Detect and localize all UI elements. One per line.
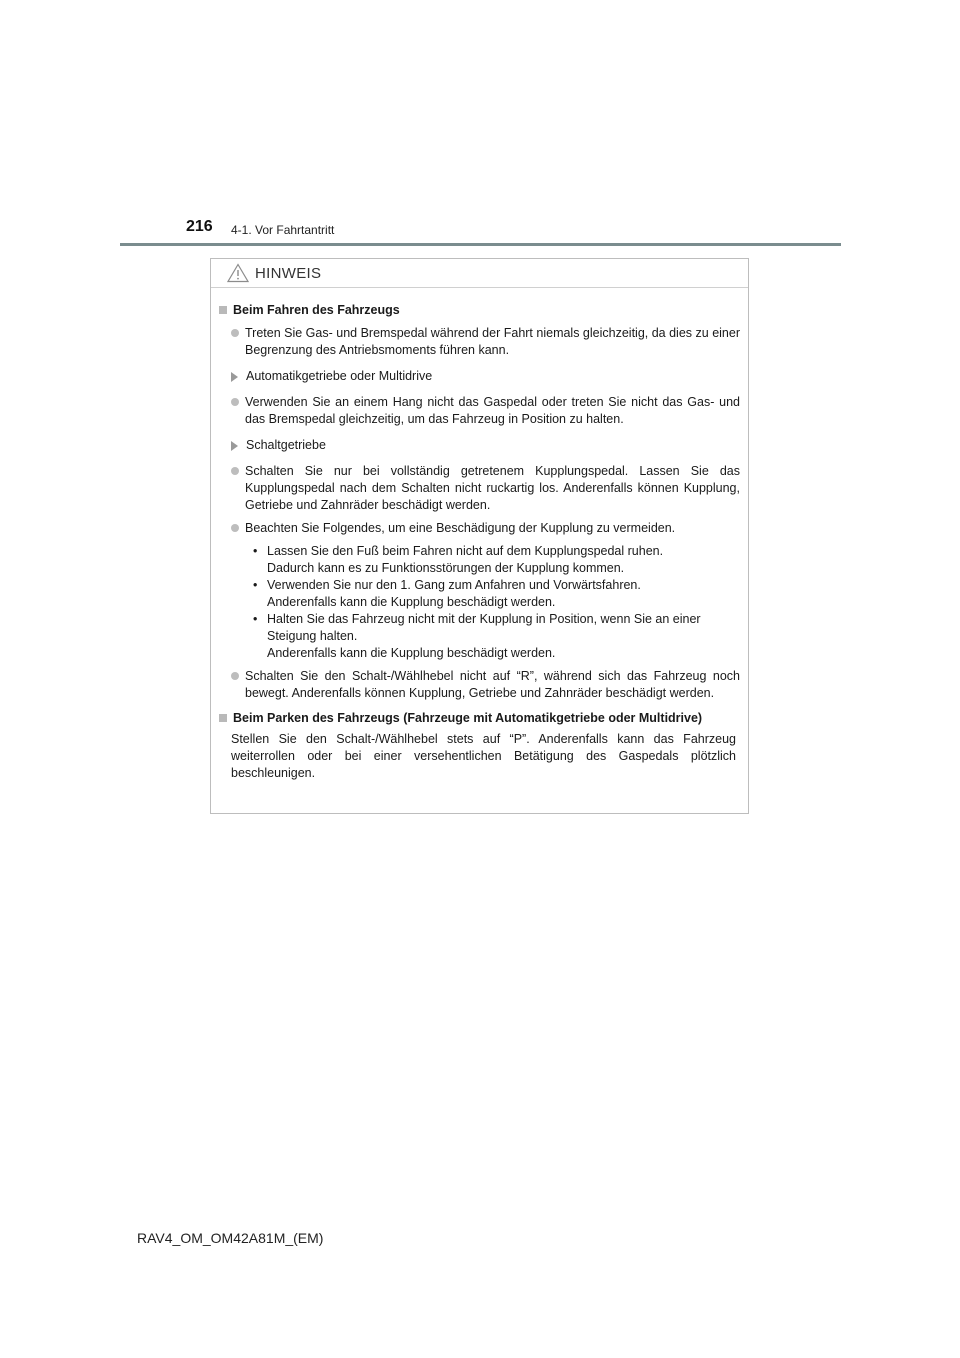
triangle-arrow-icon xyxy=(231,372,238,382)
clutch-bullet-list xyxy=(253,543,740,662)
circle-bullet-icon xyxy=(231,524,239,532)
list-item: Verwenden Sie an einem Hang nicht das Gaspedal oder treten Sie nicht das Gas- und das Bremspedal gleichzeitig, um das Fahrzeug in Position zu halten. xyxy=(231,394,740,428)
list-item: Schalten Sie nur bei vollständig getretenem Kupplungspedal. Lassen Sie das Kupplungspedal nach dem Schalten nicht ruckartig los. Anderenfalls können Kupplung, Getriebe und Zahnräder beschädigt werden. xyxy=(231,463,740,514)
circle-bullet-icon xyxy=(231,329,239,337)
section-heading-parking: Beim Parken des Fahrzeugs (Fahrzeuge mit Automatikgetriebe oder Multidrive) xyxy=(219,710,740,727)
square-bullet-icon xyxy=(219,714,227,722)
list-item: Treten Sie Gas- und Bremspedal während der Fahrt niemals gleichzeitig, da dies zu einer Begrenzung des Antriebsmoments führen kann. xyxy=(231,325,740,359)
header-rule xyxy=(120,243,841,246)
notice-box xyxy=(210,258,749,814)
notice-title: HINWEIS xyxy=(255,264,322,282)
bullet-item: • Verwenden Sie nur den 1. Gang zum Anfahren und Vorwärtsfahren. Anderenfalls kann die Kupplung beschädigt werden. xyxy=(253,578,641,609)
section-heading-driving: Beim Fahren des Fahrzeugs xyxy=(219,302,740,319)
notice-content xyxy=(211,288,748,782)
bullet-item: • Lassen Sie den Fuß beim Fahren nicht auf dem Kupplungspedal ruhen. Dadurch kann es zu Funktionsstörungen der Kupplung kommen. xyxy=(253,544,664,575)
document-code: RAV4_OM_OM42A81M_(EM) xyxy=(137,1230,324,1246)
circle-bullet-icon xyxy=(231,398,239,406)
list-item: Schalten Sie den Schalt-/Wählhebel nicht auf “R”, während sich das Fahrzeug noch bewegt. Anderenfalls können Kupplung, Getriebe und Zahnräder beschädigt werden. xyxy=(231,668,740,702)
section-title: 4-1. Vor Fahrtantritt xyxy=(231,223,335,237)
circle-bullet-icon xyxy=(231,672,239,680)
page-number: 216 xyxy=(186,218,213,235)
circle-bullet-icon xyxy=(231,467,239,475)
bullet-item: • Halten Sie das Fahrzeug nicht mit der Kupplung in Position, wenn Sie an einer Steigung halten. Anderenfalls kann die Kupplung beschädigt werden. xyxy=(253,612,701,660)
list-item: Beachten Sie Folgendes, um eine Beschädigung der Kupplung zu vermeiden. xyxy=(231,520,740,537)
notice-header xyxy=(211,259,748,288)
triangle-arrow-icon xyxy=(231,441,238,451)
square-bullet-icon xyxy=(219,306,227,314)
subheading-automatic: Automatikgetriebe oder Multidrive xyxy=(231,368,740,385)
subheading-manual: Schaltgetriebe xyxy=(231,437,740,454)
parking-paragraph: Stellen Sie den Schalt-/Wählhebel stets auf “P”. Anderenfalls kann das Fahrzeug weiterrollen oder bei einer versehentlichen Betätigung des Gaspedals plötzlich beschleunigen. xyxy=(231,732,736,780)
warning-triangle-icon xyxy=(227,263,249,283)
